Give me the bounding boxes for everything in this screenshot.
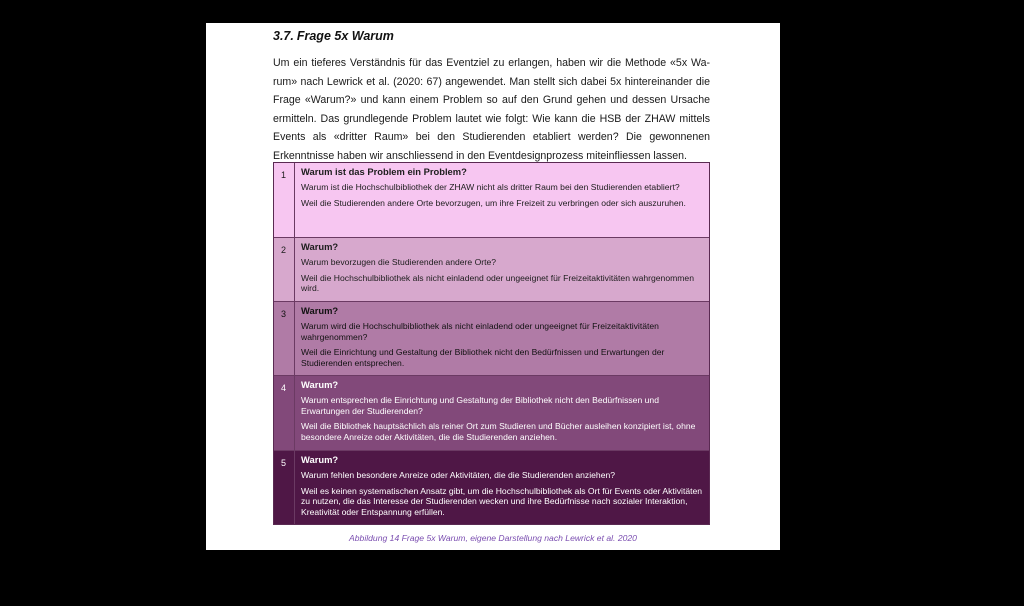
table-row — [274, 237, 709, 301]
table-row — [274, 375, 709, 450]
row-number: 1 — [274, 163, 295, 237]
table-row — [274, 163, 709, 237]
row-content — [295, 451, 709, 524]
paragraph-line: Erkenntnisse haben wir anschliessend in den Eventdesignprozess miteinfliessen lassen. — [273, 149, 687, 162]
row-question-text: Warum wird die Hochschulbibliothek als nicht einladend oder ungeeignet für Freizeitaktivitäten wahrgenommen? — [301, 321, 659, 342]
row-content — [295, 238, 709, 301]
row-number: 2 — [274, 238, 295, 301]
row-question-heading: Warum? — [301, 241, 339, 252]
row-number: 4 — [274, 376, 295, 450]
five-whys-table — [273, 162, 710, 525]
intro-paragraph — [273, 54, 710, 166]
row-question-text: Warum bevorzugen die Studierenden andere Orte? — [301, 257, 497, 267]
row-question-heading: Warum? — [301, 454, 339, 465]
document-page — [206, 23, 780, 550]
table-row — [274, 301, 709, 375]
paragraph-line: rum» nach Lewrick et al. (2020: 67) angewendet. Man stellt sich dabei 5x hintereinander die — [273, 75, 710, 88]
row-content — [295, 376, 709, 450]
paragraph-line: Um ein tieferes Verständnis für das Eventziel zu erlangen, haben wir die Methode «5x Wa- — [273, 57, 710, 69]
row-question-text: Warum fehlen besondere Anreize oder Aktivitäten, die die Studierenden anziehen? — [301, 470, 616, 480]
figure-caption: Abbildung 14 Frage 5x Warum, eigene Darstellung nach Lewrick et al. 2020 — [349, 533, 637, 543]
row-answer-text: Weil die Bibliothek hauptsächlich als reiner Ort zum Studieren und Bücher ausleihen konzipiert ist, ohne besondere Anreize oder Aktivitäten, die die Studierenden anziehen. — [301, 421, 696, 442]
row-question-heading: Warum? — [301, 379, 339, 390]
row-question-heading: Warum? — [301, 305, 339, 316]
paragraph-line: Events als «dritter Raum» bei den Studierenden etabliert werden? Die gewonnenen — [273, 131, 710, 144]
paragraph-line: Frage «Warum?» und kann einem Problem so auf den Grund gehen und dessen Ursache — [273, 94, 710, 107]
row-answer-text: Weil die Einrichtung und Gestaltung der Bibliothek nicht den Bedürfnissen und Erwartungen der Studierenden entsprechen. — [301, 347, 665, 368]
row-question-text: Warum ist die Hochschulbibliothek der ZHAW nicht als dritter Raum bei den Studierenden etabliert? — [301, 182, 680, 192]
row-number: 3 — [274, 302, 295, 375]
row-answer-text: Weil die Studierenden andere Orte bevorzugen, um ihre Freizeit zu verbringen oder sich auszuruhen. — [301, 197, 686, 208]
section-heading — [273, 29, 394, 43]
row-content — [295, 163, 709, 237]
table-row — [274, 450, 709, 524]
row-number: 5 — [274, 451, 295, 524]
section-title: Frage 5x Warum — [296, 29, 394, 43]
row-answer-text: Weil die Hochschulbibliothek als nicht einladend oder ungeeignet für Freizeitaktivitäten wahrgenommen wird. — [301, 272, 694, 293]
row-content — [295, 302, 709, 375]
section-number: 3.7. — [273, 29, 294, 43]
row-answer-text: Weil es keinen systematischen Ansatz gibt, um die Hochschulbibliothek als Ort für Events oder Aktivitäten zu nutzen, die das Interesse der Studierenden wecken und ihre Bedürfnisse nach sozialer Interaktion, Kreativität oder Entspannung erfüllen. — [301, 485, 703, 517]
row-question-heading: Warum ist das Problem ein Problem? — [301, 166, 467, 177]
row-question-text: Warum entsprechen die Einrichtung und Gestaltung der Bibliothek nicht den Bedürfnissen und Erwartungen der Studierenden? — [301, 395, 659, 416]
paragraph-line: ermitteln. Das grundlegende Problem lautet wie folgt: Wie kann die HSB der ZHAW mittels — [273, 112, 710, 125]
